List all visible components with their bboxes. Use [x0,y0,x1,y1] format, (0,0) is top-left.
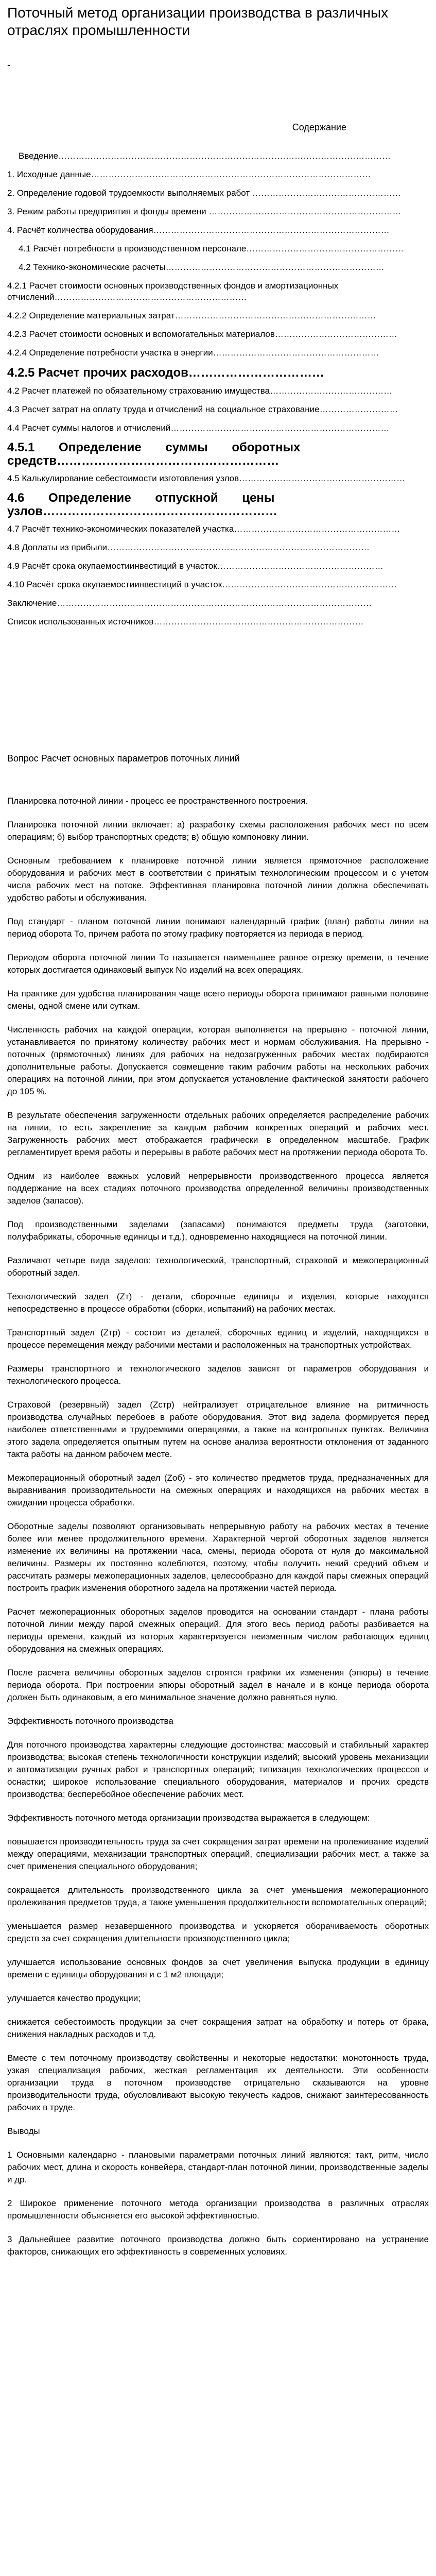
toc-item[interactable]: 4.2.3 Расчет стоимости основных и вспомогательных материалов…………………………………… [7,329,397,339]
paragraph: Оборотные заделы позволяют организовывать непрерывную работу на рабочих местах в течение более или менее продолжительного времени. Характерной чертой оборотных заделов является изменение их величины на протяжении часа, смены, периода оборота от нуля до максимальной величины. Размеры их постоянно колеблются, поэтому, чтобы получить некий средний объем и рассчитать размеры межоперационных заделов, целесообразно для каждой пары смежных операций построить график изменения оборотного задела на протяжении частей периода. [7,1521,429,1593]
paragraph: Под стандарт - планом поточной линии понимают календарный график (план) работы линии на период оборота То, причем работа по этому графику повторяется из периода в период. [7,917,429,939]
toc-item[interactable]: Заключение……………………………………………………………………………………………… [7,598,372,608]
paragraph: Эффективность поточного метода организации производства выражается в следующем: [7,1813,370,1823]
paragraph: Численность рабочих на каждой операции, которая выполняется на прерывно - поточной линии, устанавливается по принятому количеству рабочих мест и нормам обслуживания. На прерывно - поточных (прямоточных) линиях для рабочих на недозагруженных рабочих местах подбираются дополнительные работы. Допускается совмещение таким рабочим работы на нескольких рабочих операциях на поточной линии, при этом допускается установление фактической занятости рабочего до 105 %. [7,1025,429,1096]
paragraph: Под производственными заделами (запасами) понимаются предметы труда (заготовки, полуфабрикаты, сборочные единицы и т.д.), одновременно находящиеся на поточной линии. [7,1219,429,1242]
document-title: Поточный метод организации производства в различных отраслях промышленности [7,5,389,38]
toc-item[interactable]: 4.1 Расчёт потребности в производственном персонале……………………………………………… [19,244,404,253]
toc-item[interactable]: 4.2.4 Определение потребности участка в энергии………………………………………………… [7,348,379,358]
paragraph: Технологический задел (Zт) - детали, сборочные единицы и изделия, которые находятся непосредственно в процессе обработки (сборки, испытаний) на рабочих местах. [7,1292,429,1314]
question-heading: Вопрос Расчет основных параметров поточных линий [7,753,240,764]
paragraph: Транспортный задел (Zтр) - состоит из деталей, сборочных единиц и изделий, находящихся в процессе перемещения между рабочими местами и расположенных на транспортных устройствах. [7,1328,429,1350]
dash-marker: - [7,60,10,70]
paragraph: Основным требованием к планировке поточной линии является прямоточное расположение оборудования и рабочих мест в соответствии с принятым технологическим процессом и с учетом числа рабочих мест на потоке. Эффективная планировка поточной линии должна обеспечивать удобство работы и обслуживания. [7,856,429,903]
toc-item[interactable]: 4.2.1 Расчет стоимости основных производственных фондов и амортизационных отчислений………………………………………………………… [7,281,339,302]
toc-item[interactable]: 4.2 Расчет платежей по обязательному страхованию имущества…………………………………… [7,386,393,396]
toc-item[interactable]: 4. Расчёт количества оборудования……………………………………………………………………… [7,225,390,235]
paragraph: Размеры транспортного и технологического заделов зависят от параметров оборудования и технологического процесса. [7,1364,429,1386]
paragraph: На практике для удобства планирования чаще всего периоды оборота принимают равными половине смены, одной смене или суткам. [7,989,429,1011]
toc-item[interactable]: 3. Режим работы предприятия и фонды времени ………………………………………………………… [7,207,402,216]
paragraph: 1 Основными календарно - плановыми параметрами поточных линий являются: такт, ритм, число рабочих мест, длина и скорость конвейера, стандарт-план поточной линии, производственные заделы и др. [7,2150,429,2184]
paragraph: Вместе с тем поточному производству свойственны и некоторые недостатки: монотонность труда, узкая специализация рабочих, жесткая регламентация их деятельности. Эти особенности организации труда в поточном производстве отрицательно сказываются на уровне производительности труда, обусловливают высокую текучесть кадров, снижают заинтересованность рабочих в труде. [7,2053,429,2112]
paragraph: уменьшается размер незавершенного производства и ускоряется оборачиваемость оборотных средств за счет сокращения длительности производственного цикла; [7,1921,429,1943]
paragraph: улучшается использование основных фондов за счет увеличения выпуска продукции в единицу времени с единицы оборудования и с 1 м2 площади; [7,1957,429,1979]
toc-list [7,150,429,628]
toc-item[interactable]: 4.2.5 Расчет прочих расходов…………………………… [7,366,324,380]
toc-item[interactable]: 4.6 Определение отпускной цены узлов………………………………………………… [7,492,277,518]
toc-item[interactable]: 4.3 Расчет затрат на оплату труда и отчислений на социальное страхование……………………… [7,404,398,414]
paragraph: Для поточного производства характерны следующие достоинства: массовый и стабильный характер производства; высокая степень технологичности конструкции изделий; высокий уровень механизации и автоматизации ручных работ и транспортных операций; типизация технологических процессов и оснастки; широкое использование специального оборудования, материалов и прочих средств производства; бесперебойное обеспечение рабочих мест. [7,1740,429,1799]
body-text [7,795,429,2258]
paragraph: сокращается длительность производственного цикла за счет уменьшения межоперационного пролеживания предметов труда, а также уменьшения продолжительности вспомогательных операций; [7,1885,429,1907]
paragraph: Одним из наиболее важных условий непрерывности производственного процесса является поддержание на всех стадиях поточного производства определенной величины производственных заделов (запасов). [7,1171,429,1206]
paragraph: Расчет межоперационных оборотных заделов проводится на основании стандарт - плана работы поточной линии между парой смежных операций. Для этого весь период работы разбивается на периоды времени, каждый из которых характеризуется неизменным числом работающих единиц оборудования на смежных операциях. [7,1607,429,1654]
paragraph: 3 Дальнейшее развитие поточного производства должно быть сориентировано на устранение факторов, снижающих его эффективность в современных условиях. [7,2234,429,2257]
toc-item[interactable]: Список использованных источников……………………………………………………………… [7,617,364,626]
toc-item[interactable]: 4.2 Технико-экономические расчеты………………………………………………………………… [19,262,385,272]
toc-item[interactable]: 4.4 Расчет суммы налогов и отчислений………………………………………………………………… [7,423,390,433]
toc-heading: Содержание [292,122,346,132]
toc-item[interactable]: 4.8 Доплаты из прибыли……………………………………………………………………………… [7,543,370,552]
toc-item[interactable]: 2. Определение годовой трудоемкости выполняемых работ …………………………………………… [7,188,401,198]
paragraph: повышается производительность труда за счет сокращения затрат времени на пролеживание изделий между операциями, механизации транспортных операций, специализации рабочих мест, а также за счет применения специального оборудования; [7,1837,429,1871]
table-of-contents [7,122,429,628]
paragraph: Страховой (резервный) задел (Zстр) нейтрализует отрицательное влияние на ритмичность производства случайных перебоев в работе оборудования. Этот вид задела формируется перед наиболее ответственными и трудоемкими операциями, а также на контрольных пунктах. Величина этого задела определяется опытным путем на основе анализа вероятности отклонения от заданного такта работы на данном рабочем месте. [7,1400,429,1459]
toc-item[interactable]: 4.5 Калькулирование себестоимости изготовления узлов………………………………………………… [7,473,406,483]
paragraph: В результате обеспечения загруженности отдельных рабочих определяется распределение рабочих на линии, то есть закрепление за каждым рабочим конкретных операций и рабочих мест. Загруженность рабочих мест отображается графически в определенном масштабе. График регламентирует время работы и перерывы в работе рабочих мест на протяжении периода оборота То. [7,1110,429,1157]
paragraph: Планировка поточной линии - процесс ее пространственного построения. [7,796,308,806]
paragraph: Периодом оборота поточной линии То называется наименьшее равное отрезку времени, в течение которых достигается одинаковый выпуск No изделий на всех операциях. [7,953,429,975]
toc-item[interactable]: 4.5.1 Определение суммы оборотных средств……………………………………………… [7,441,301,468]
toc-item[interactable]: 4.7 Расчёт технико-экономических показателей участка………………………………………………… [7,524,400,534]
toc-item[interactable]: 4.10 Расчёт срока окупаемостиинвестиций в участок…………………………………………………… [7,580,397,589]
paragraph: улучшается качество продукции; [7,1993,141,2003]
toc-item[interactable]: 1. Исходные данные…………………………………………………………………………………… [7,170,371,179]
paragraph: Планировка поточной линии включает: а) разработку схемы расположения рабочих мест по всем операциям; б) выбор транспортных средств; в) общую компоновку линии. [7,820,429,842]
paragraph: снижается себестоимость продукции за счет сокращения затрат на обработку и потерь от брака, снижения накладных расходов и т.д. [7,2017,429,2039]
paragraph: 2 Широкое применение поточного метода организации производства в различных отраслях промышленности объясняется его высокой эффективностью. [7,2198,429,2221]
paragraph: Различают четыре вида заделов: технологический, транспортный, страховой и межоперационный оборотный задел. [7,1256,429,1278]
toc-item[interactable]: 4.2.2 Определение материальных затрат…………………………………………………………… [7,311,376,320]
paragraph: Межоперационный оборотный задел (Zоб) - это количество предметов труда, предназначенных для выравнивания производительности на смежных операциях и находящихся на рабочих местах в ожидании процесса обработки. [7,1473,429,1507]
paragraph: Выводы [7,2126,40,2136]
paragraph: Эффективность поточного производства [7,1716,173,1726]
toc-item[interactable]: Введение…………………………………………………………………………………………………… [19,151,391,161]
paragraph: После расчета величины оборотных заделов строятся графики их изменения (эпюры) в течение периода оборота. При построении эпюры оборотный задел в начале и в конце периода оборота должен быть одинаковым, а его минимальное значение должно равняться нулю. [7,1668,429,1702]
toc-item[interactable]: 4.9 Расчёт срока окупаемостиинвестиций в участок………………………………………………… [7,561,383,571]
